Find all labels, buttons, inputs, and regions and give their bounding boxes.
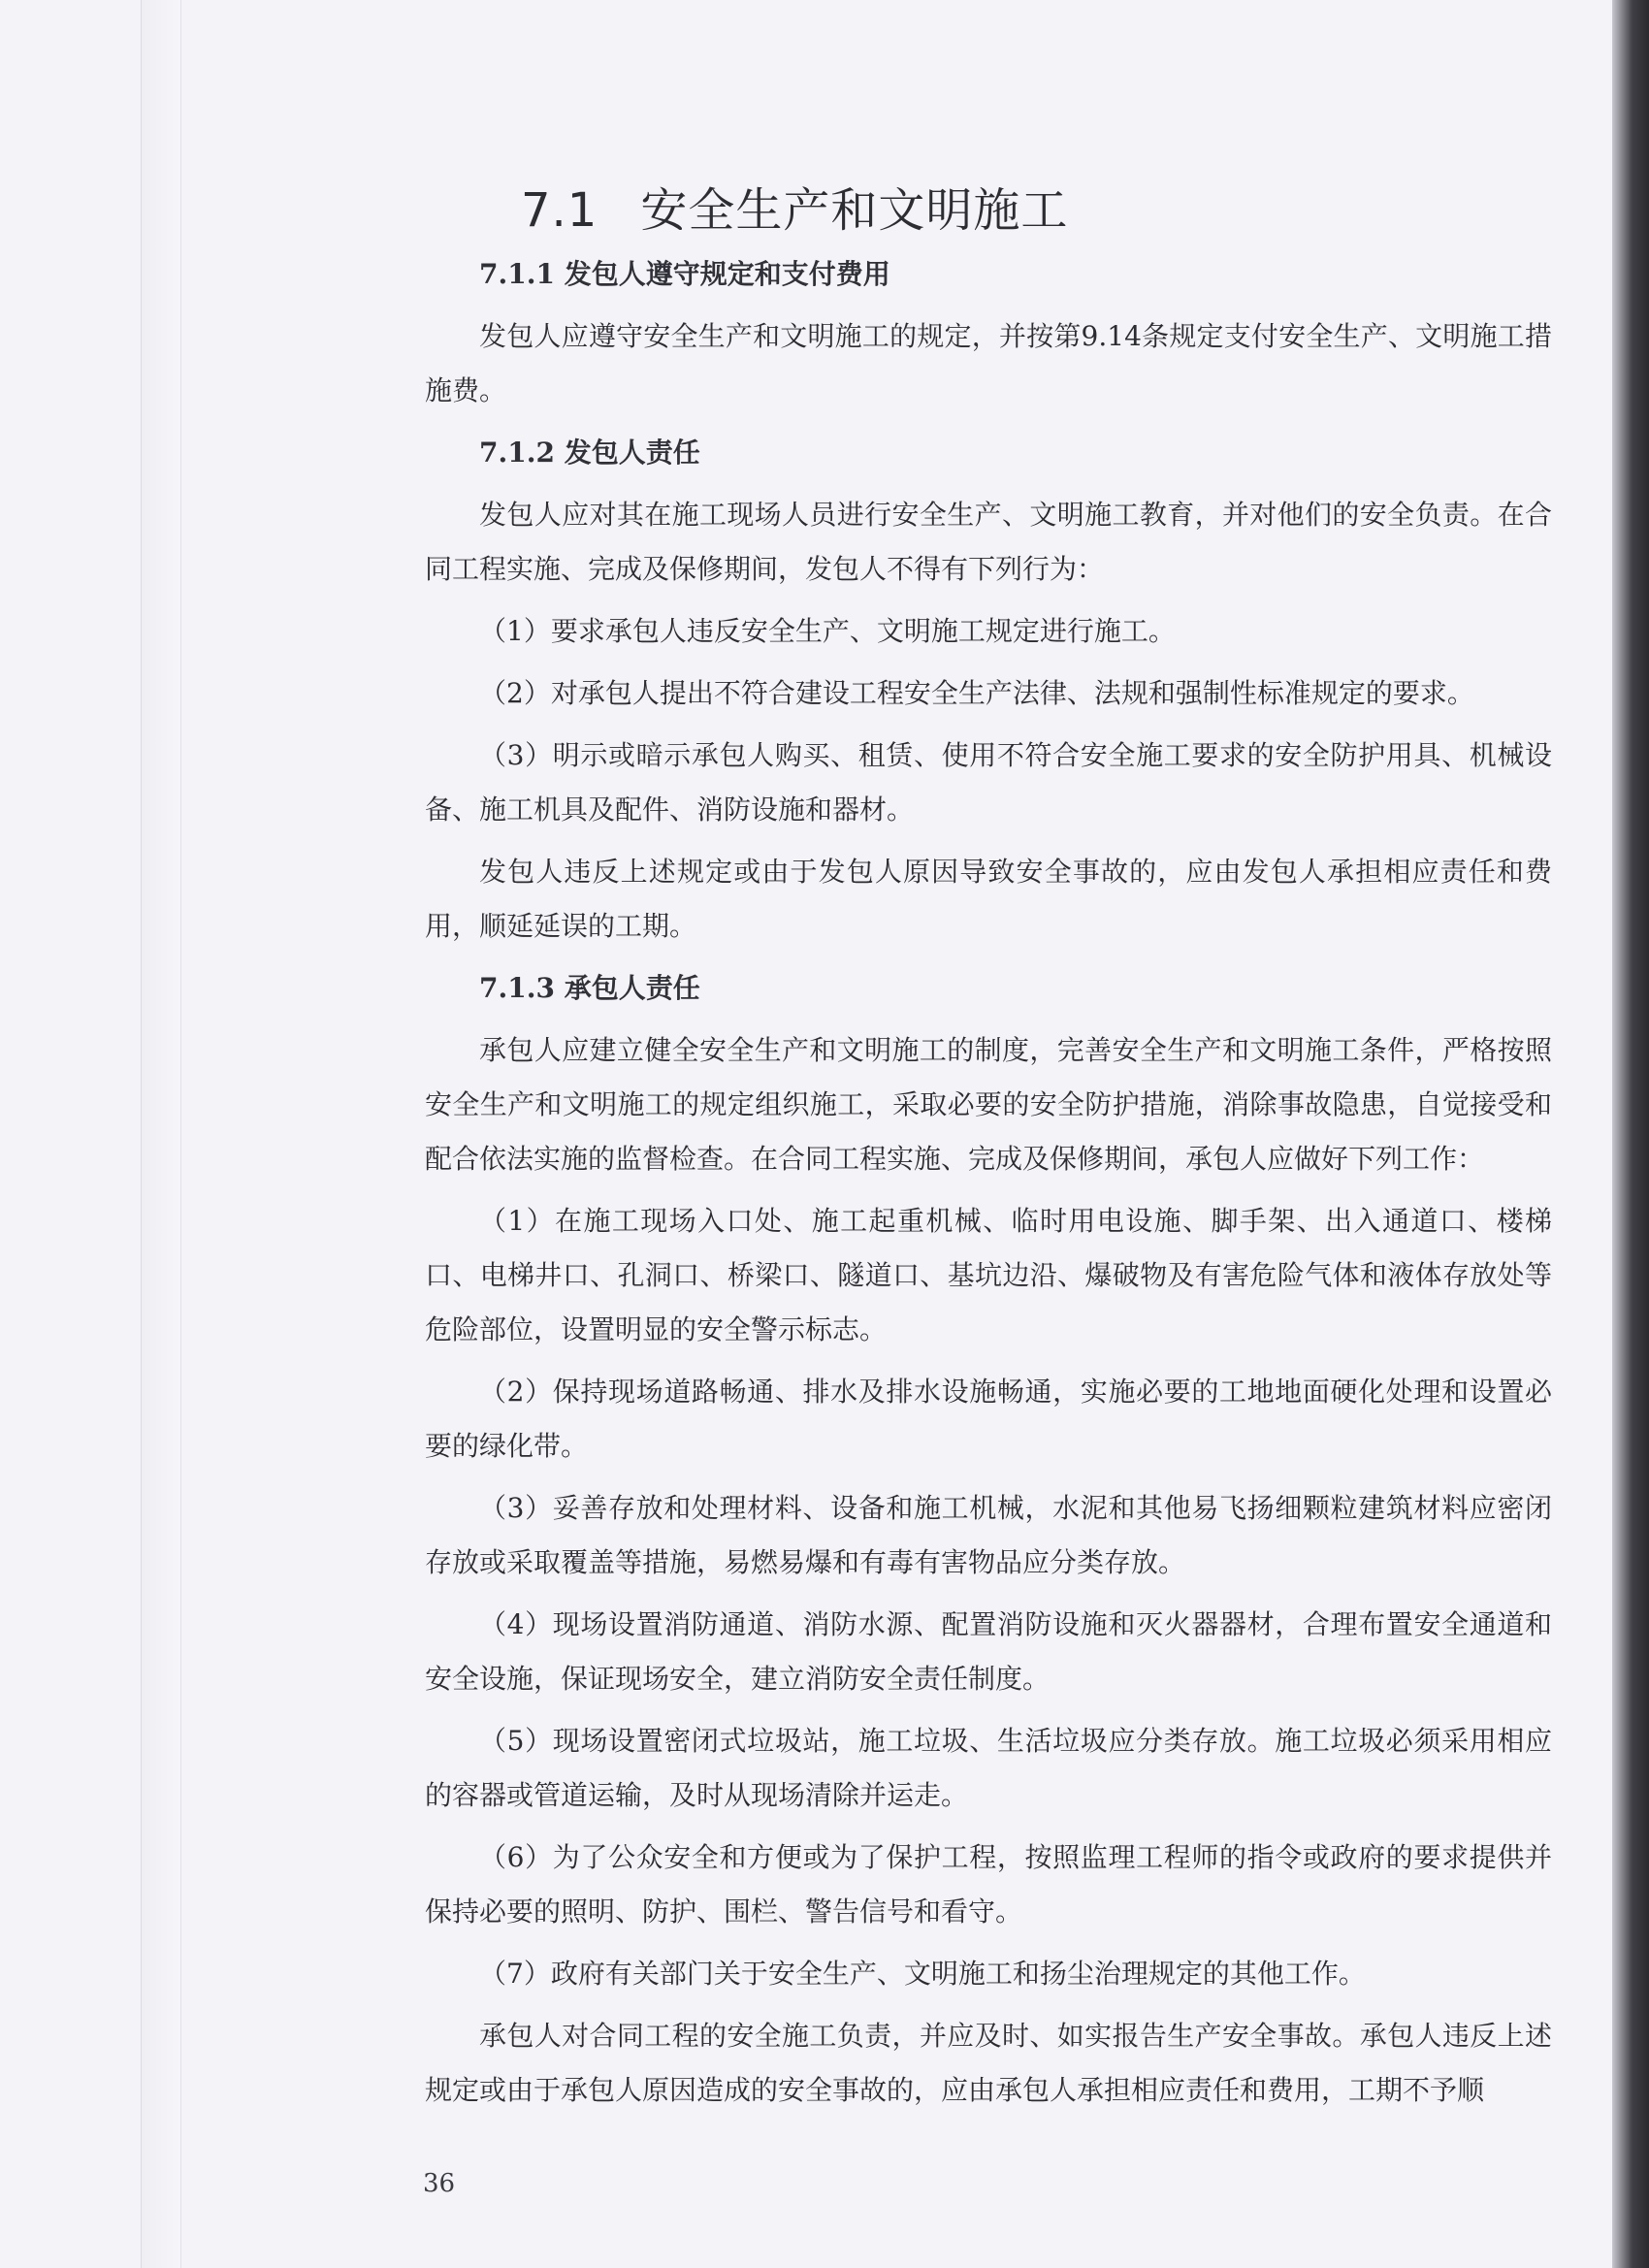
list-item: （1）要求承包人违反安全生产、文明施工规定进行施工。 — [479, 615, 1176, 647]
page-number: 36 — [423, 2169, 456, 2198]
list-item: （7）政府有关部门关于安全生产、文明施工和扬尘治理规定的其他工作。 — [479, 1958, 1366, 1990]
section-title — [521, 173, 1068, 240]
paragraph: 承包人应建立健全安全生产和文明施工的制度，完善安全生产和文明施工条件，严格按照安全生产和文明施工的规定组织施工，采取必要的安全防护措施，消除事故隐患，自觉接受和配合依法实施的监督检查。在合同工程实施、完成及保修期间，承包人应做好下列工作： — [425, 1034, 1552, 1175]
section-number: 7.1 — [521, 183, 598, 238]
paragraph: 发包人应遵守安全生产和文明施工的规定，并按第9.14条规定支付安全生产、文明施工措施费。 — [425, 320, 1552, 406]
subsection-heading: 7.1.2 发包人责任 — [479, 437, 700, 469]
document-body — [425, 247, 1552, 2118]
list-item: （2）对承包人提出不符合建设工程安全生产法律、法规和强制性标准规定的要求。 — [479, 677, 1474, 709]
scan-edge-shadow — [1612, 0, 1649, 2268]
list-item: （3）明示或暗示承包人购买、租赁、使用不符合安全施工要求的安全防护用具、机械设备、施工机具及配件、消防设施和器材。 — [425, 739, 1552, 826]
list-item: （2）保持现场道路畅通、排水及排水设施畅通，实施必要的工地地面硬化处理和设置必要的绿化带。 — [425, 1376, 1552, 1462]
list-item: （5）现场设置密闭式垃圾站，施工垃圾、生活垃圾应分类存放。施工垃圾必须采用相应的容器或管道运输，及时从现场清除并运走。 — [425, 1725, 1552, 1811]
section-title-text: 安全生产和文明施工 — [640, 183, 1069, 238]
list-item: （4）现场设置消防通道、消防水源、配置消防设施和灭火器器材，合理布置安全通道和安全设施，保证现场安全，建立消防安全责任制度。 — [425, 1608, 1552, 1695]
list-item: （3）妥善存放和处理材料、设备和施工机械，水泥和其他易飞扬细颗粒建筑材料应密闭存放或采取覆盖等措施，易燃易爆和有毒有害物品应分类存放。 — [425, 1492, 1552, 1578]
list-item: （6）为了公众安全和方便或为了保护工程，按照监理工程师的指令或政府的要求提供并保持必要的照明、防护、围栏、警告信号和看守。 — [425, 1841, 1552, 1928]
paragraph: 发包人应对其在施工现场人员进行安全生产、文明施工教育，并对他们的安全负责。在合同工程实施、完成及保修期间，发包人不得有下列行为： — [425, 499, 1552, 585]
paragraph: 发包人违反上述规定或由于发包人原因导致安全事故的，应由发包人承担相应责任和费用，顺延延误的工期。 — [425, 856, 1552, 942]
subsection-heading: 7.1.3 承包人责任 — [479, 972, 700, 1004]
subsection-heading: 7.1.1 发包人遵守规定和支付费用 — [479, 258, 890, 290]
book-page-edges — [141, 0, 181, 2268]
paragraph: 承包人对合同工程的安全施工负责，并应及时、如实报告生产安全事故。承包人违反上述规定或由于承包人原因造成的安全事故的，应由承包人承担相应责任和费用，工期不予顺 — [425, 2020, 1552, 2106]
list-item: （1）在施工现场入口处、施工起重机械、临时用电设施、脚手架、出入通道口、楼梯口、电梯井口、孔洞口、桥梁口、隧道口、基坑边沿、爆破物及有害危险气体和液体存放处等危险部位，设置明显的安全警示标志。 — [425, 1205, 1552, 1345]
